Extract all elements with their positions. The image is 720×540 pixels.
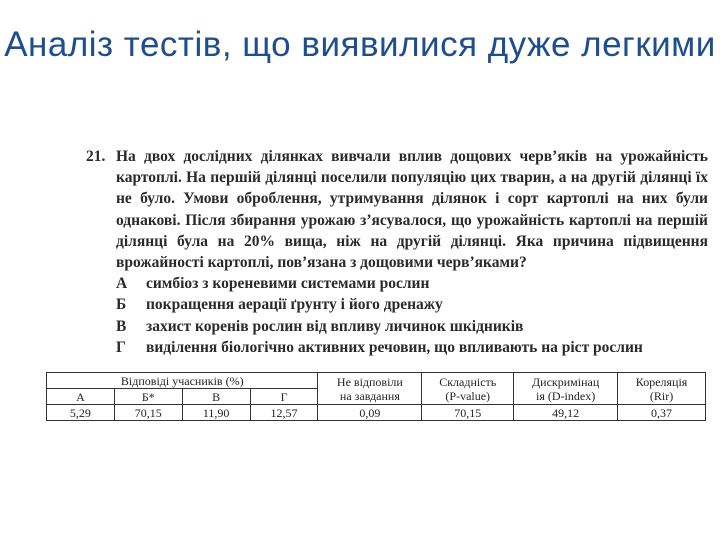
no-answer-header bbox=[318, 373, 422, 405]
correlation-header bbox=[618, 373, 706, 405]
statistics-table bbox=[46, 372, 706, 421]
test-question bbox=[86, 146, 708, 358]
option-percent-cell: 12,57 bbox=[250, 405, 318, 421]
header-line: Не відповіли bbox=[336, 374, 403, 389]
option-letter-cell: А bbox=[47, 389, 115, 405]
answer-option-b bbox=[116, 294, 708, 315]
option-text: покращення аерації ґрунту і його дренажу bbox=[146, 296, 443, 314]
option-letter: А bbox=[116, 275, 128, 293]
header-line: на завдання bbox=[339, 388, 400, 403]
option-text: симбіоз з кореневими системами рослин bbox=[146, 275, 430, 293]
header-line: Складність bbox=[439, 374, 497, 389]
option-letter-cell: Б* bbox=[114, 389, 182, 405]
answers-header: Відповіді учасників (%) bbox=[47, 373, 318, 389]
question-text: На двох дослідних ділянках вивчали вплив дощових черв’яків на урожайність картоплі. На першій ділянці поселили популяцію цих тварин, а на другій ділянці їх не було. Умови оброблення, утримування ділянок і сорт картоплі на них були однакові. Після збирання урожаю з’ясувалося, що урожайність картоплі на першій ділянці була на 20% вища, ніж на другій ділянці. Яка причина підвищення врожайності картоплі, пов’язана з дощовими черв’яками? bbox=[116, 148, 708, 272]
difficulty-cell: 70,15 bbox=[422, 405, 514, 421]
option-letter-cell: Г bbox=[250, 389, 318, 405]
no-answer-cell: 0,09 bbox=[318, 405, 422, 421]
table-values-row bbox=[47, 405, 706, 421]
option-percent-cell: 5,29 bbox=[47, 405, 115, 421]
answer-option-g bbox=[116, 337, 708, 358]
option-letter: Г bbox=[116, 338, 126, 356]
slide-title: Аналіз тестів, що виявилися дуже легкими bbox=[4, 25, 716, 64]
question-number: 21. bbox=[86, 148, 106, 165]
header-line: Дискримінац bbox=[531, 374, 600, 389]
discrimination-cell: 49,12 bbox=[514, 405, 618, 421]
option-percent-cell: 70,15 bbox=[114, 405, 182, 421]
answer-option-a bbox=[116, 273, 708, 294]
option-percent-cell: 11,90 bbox=[182, 405, 250, 421]
header-line: (Rir) bbox=[649, 388, 674, 403]
header-line: Кореляція bbox=[635, 374, 688, 389]
answer-option-v bbox=[116, 316, 708, 337]
option-letter-cell: В bbox=[182, 389, 250, 405]
option-text: виділення біологічно активних речовин, що впливають на ріст рослин bbox=[146, 338, 643, 356]
option-text: захист коренів рослин від впливу личинок шкідників bbox=[146, 317, 524, 335]
table-header-row bbox=[47, 373, 706, 389]
header-line: ія (D-index) bbox=[536, 388, 596, 403]
option-letter: Б bbox=[116, 296, 127, 314]
answer-options bbox=[86, 273, 708, 358]
header-line: (P-value) bbox=[445, 388, 491, 403]
difficulty-header bbox=[422, 373, 514, 405]
option-letter: В bbox=[116, 317, 127, 335]
correlation-cell: 0,37 bbox=[618, 405, 706, 421]
discrimination-header bbox=[514, 373, 618, 405]
